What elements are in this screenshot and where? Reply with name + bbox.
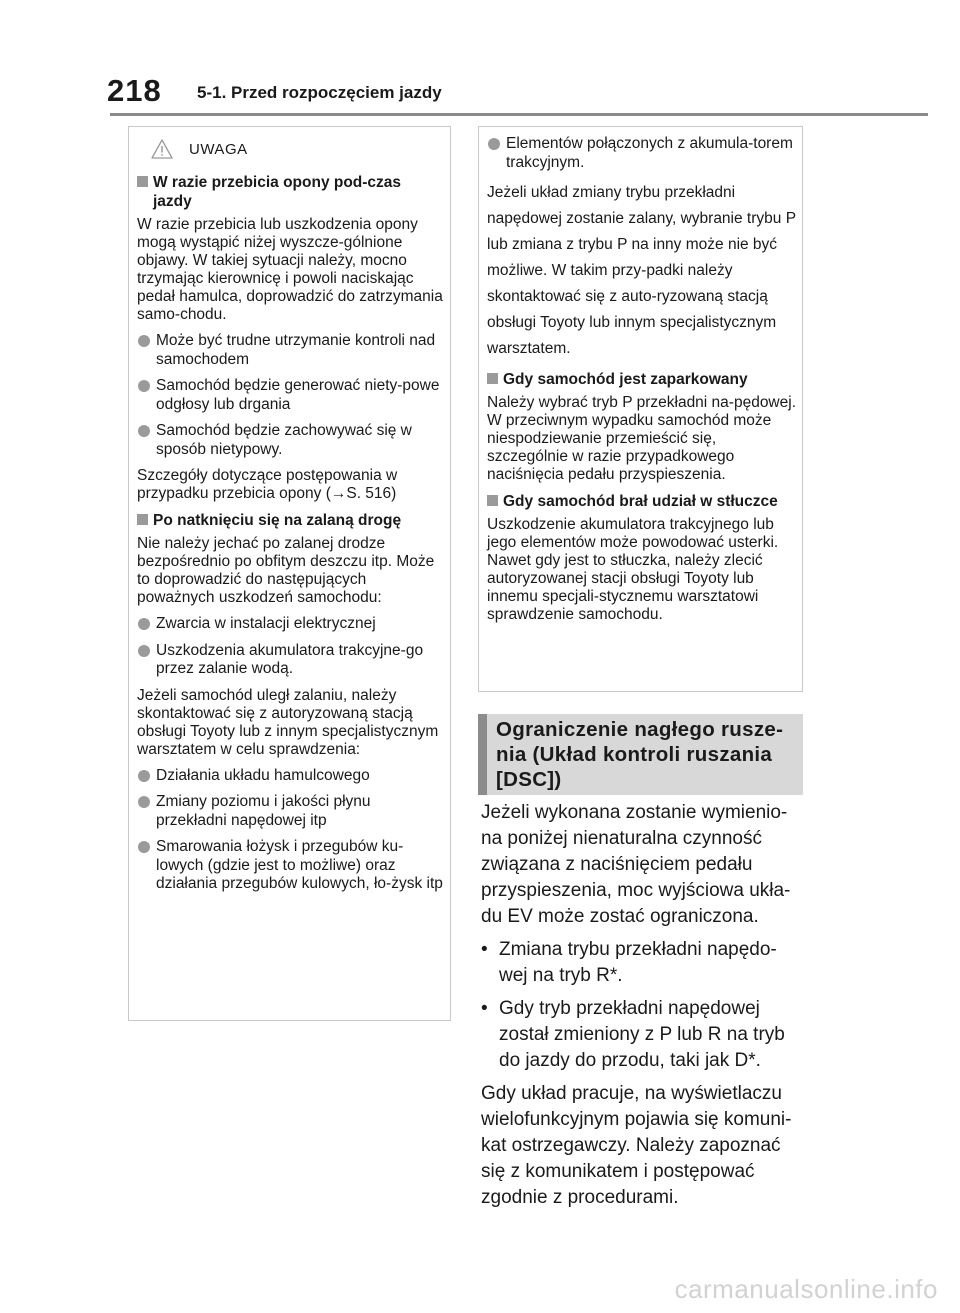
- bullet-dot-icon: [138, 335, 150, 347]
- paragraph: Nie należy jechać po zalanej drodze bezpośrednio po obfitym deszczu itp. Może to doprowadzić do następujących poważnych uszkodzeń samochodu:: [137, 535, 435, 606]
- square-marker-icon: [487, 373, 498, 384]
- bullet-dot-icon: [138, 380, 150, 392]
- section-title: 5-1. Przed rozpoczęciem jazdy: [197, 83, 442, 102]
- bullet-mark-icon: •: [481, 939, 488, 960]
- page-header: [0, 0, 960, 118]
- subheading-flooded-road: Po natknięciu się na zalaną drogę: [137, 511, 444, 530]
- paragraph: Jeżeli wykonana zostanie wymienio-na poniżej nienaturalna czynność związana z naciśnięciem pedału przyspieszenia, moc wyjściowa ukła-du EV może zostać ograniczona.: [481, 802, 791, 927]
- warning-header: [151, 139, 444, 159]
- bullet-item: Zmiany poziomu i jakości płynu przekładni napędowej itp: [137, 793, 444, 830]
- paragraph: Jeżeli układ zmiany trybu przekładni napędowej zostanie zalany, wybranie trybu P lub zmiana z trybu P na inny może nie być możliwe. W takim przy-padki należy skontaktować się z auto-ryzowaną stacją obsługi Toyoty lub innym specjalistycznym warsztatem.: [487, 184, 796, 357]
- bullet-dot-icon: [138, 425, 150, 437]
- subheading-tire-puncture: W razie przebicia opony pod-czas jazdy: [137, 173, 444, 211]
- bullet-dot-icon: [138, 618, 150, 630]
- bullet-item: Samochód będzie generować niety-powe odgłosy lub drgania: [137, 377, 444, 414]
- paragraph: W razie przebicia lub uszkodzenia opony mogą wystąpić niżej wyszcze-gólnione objawy. W takiej sytuacji należy, mocno trzymając kierownicę i powoli naciskając pedał hamulca, doprowadzić do zatrzymania samo-chodu.: [137, 216, 443, 323]
- subheading-collision: Gdy samochód brał udział w stłuczce: [487, 492, 796, 511]
- banner-accent-bar: [478, 714, 487, 795]
- paragraph: Jeżeli samochód uległ zalaniu, należy skontaktować się z autoryzowaną stacją obsługi Toyoty lub z innym specjalistycznym warsztatem w celu sprawdzenia:: [137, 686, 439, 758]
- bullet-dot-icon: [138, 770, 150, 782]
- list-item: • Zmiana trybu przekładni napędo-wej na tryb R*.: [481, 939, 777, 986]
- dsc-section-title: Ograniczenie nagłego rusze-nia (Układ kontroli ruszania [DSC]): [496, 718, 784, 791]
- bullet-item: Może być trudne utrzymanie kontroli nad samochodem: [137, 332, 444, 369]
- bullet-item: Zwarcia w instalacji elektrycznej: [137, 615, 444, 634]
- list-item: • Gdy tryb przekładni napędowej został zmieniony z P lub R na tryb do jazdy do przodu, taki jak D*.: [481, 998, 785, 1071]
- paragraph: Gdy układ pracuje, na wyświetlaczu wielofunkcyjnym pojawia się komuni-kat ostrzegawczy. Należy zapoznać się z komunikatem i postępować zgodnie z procedurami.: [481, 1083, 792, 1208]
- bullet-mark-icon: •: [481, 998, 488, 1019]
- page-reference-note: Szczegóły dotyczące postępowania w przypadku przebicia opony (→S. 516): [137, 467, 398, 502]
- bullet-item: Elementów połączonych z akumula-torem trakcyjnym.: [487, 135, 796, 172]
- bullet-dot-icon: [138, 841, 150, 853]
- warning-triangle-icon: [151, 139, 173, 159]
- warning-label: UWAGA: [189, 140, 248, 158]
- square-marker-icon: [137, 176, 148, 187]
- subheading-parked: Gdy samochód jest zaparkowany: [487, 370, 796, 389]
- paragraph: Należy wybrać tryb P przekładni na-pędowej. W przeciwnym wypadku samochód może niespodziewanie przemieścić się, szczególnie w razie przypadkowego naciśnięcia pedału przyspieszenia.: [487, 394, 797, 483]
- dsc-body: [481, 800, 803, 1218]
- bullet-dot-icon: [488, 138, 500, 150]
- square-marker-icon: [487, 495, 498, 506]
- bullet-item: Działania układu hamulcowego: [137, 767, 444, 786]
- header-divider: [110, 113, 928, 116]
- paragraph: Uszkodzenie akumulatora trakcyjnego lub jego elementów może powodować usterki. Nawet gdy jest to stłuczka, należy zlecić autoryzowanej stacji obsługi Toyoty lub innemu specjali-stycznemu warsztatowi sprawdzenie samochodu.: [487, 516, 779, 623]
- bullet-item: Uszkodzenia akumulatora trakcyjne-go przez zalanie wodą.: [137, 642, 444, 679]
- warning-box-continued: [478, 126, 803, 692]
- warning-box: [128, 126, 451, 1021]
- bullet-item: Smarowania łożysk i przegubów ku-lowych (gdzie jest to możliwe) oraz działania przegubów kulowych, ło-żysk itp: [137, 838, 444, 894]
- bullet-dot-icon: [138, 796, 150, 808]
- square-marker-icon: [137, 514, 148, 525]
- bullet-item: Samochód będzie zachowywać się w sposób nietypowy.: [137, 422, 444, 459]
- watermark: carmanualsonline.info: [674, 1274, 938, 1304]
- page-number: 218: [107, 73, 162, 108]
- dsc-section-banner: [478, 714, 803, 795]
- bullet-dot-icon: [138, 645, 150, 657]
